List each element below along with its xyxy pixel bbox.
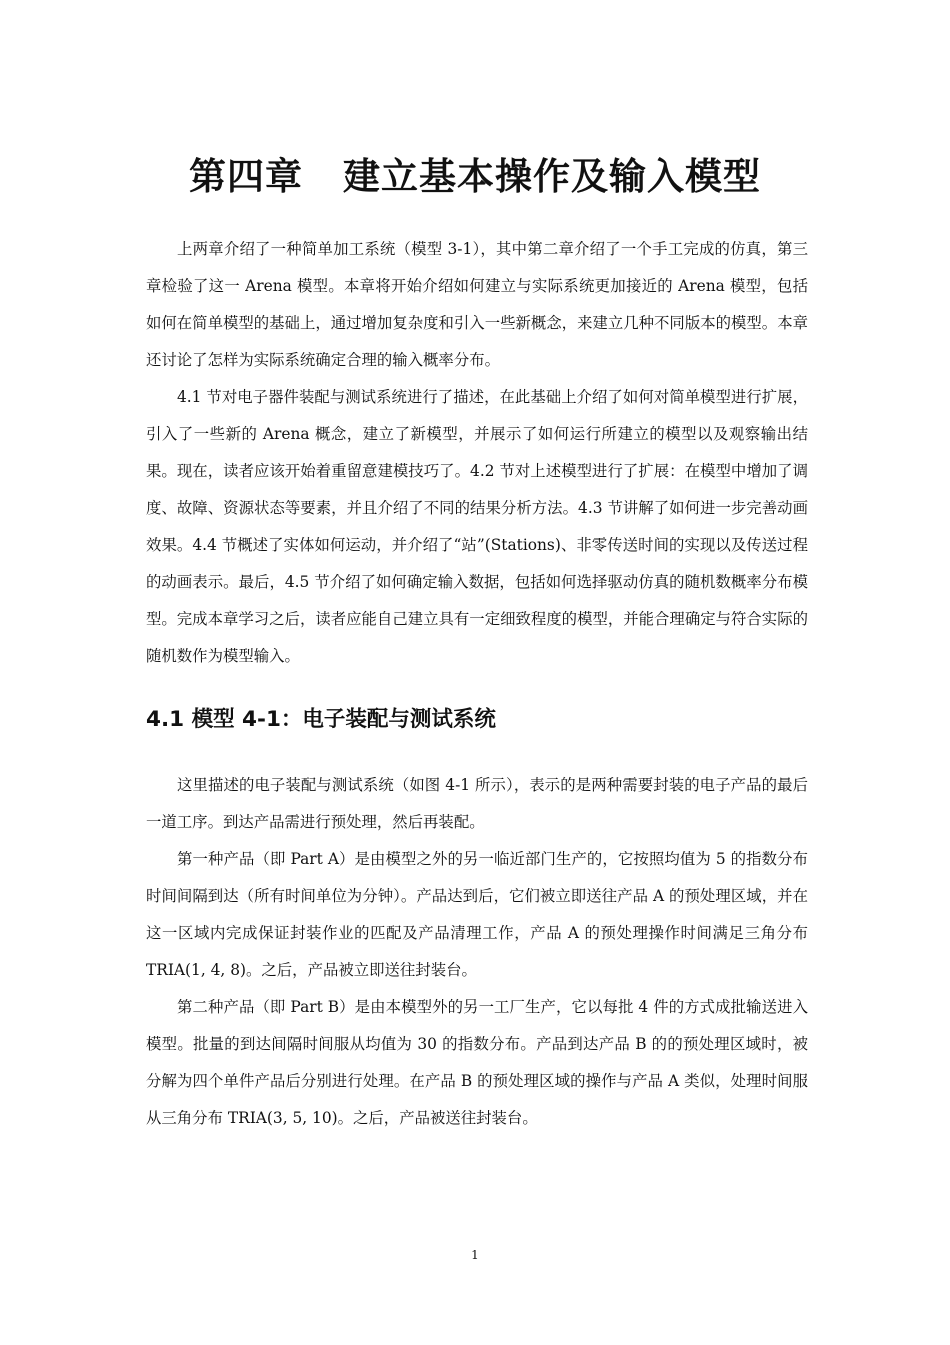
chapter-number-label: 第四章 <box>189 155 303 198</box>
intro-paragraph: 4.1 节对电子器件装配与测试系统进行了描述，在此基础上介绍了如何对简单模型进行扩展，引入了一些新的 Arena 概念，建立了新模型，并展示了如何运行所建立的模型以及观察输出结果。现在，读者应该开始着重留意建模技巧了。4.2 节对上述模型进行了扩展：在模型中增加了调度、故障、资源状态等要素，并且介绍了不同的结果分析方法。4.3 节讲解了如何进一步完善动画效果。4.4 节概述了实体如何运动，并介绍了“站”(Stations)、非零传送时间的实现以及传送过程的动画表示。最后，4.5 节介绍了如何确定输入数据，包括如何选择驱动仿真的随机数概率分布模型。完成本章学习之后，读者应能自己建立具有一定细致程度的模型，并能合理确定与符合实际的随机数作为模型输入。 <box>146 388 808 665</box>
intro-paragraph: 上两章介绍了一种简单加工系统（模型 3-1），其中第二章介绍了一个手工完成的仿真，第三章检验了这一 Arena 模型。本章将开始介绍如何建立与实际系统更加接近的 Arena 模型，包括如何在简单模型的基础上，通过增加复杂度和引入一些新概念，来建立几种不同版本的模型。本章还讨论了怎样为实际系统确定合理的输入概率分布。 <box>146 240 808 369</box>
chapter-title <box>0 146 950 200</box>
intro-section <box>146 231 808 675</box>
section-paragraph: 这里描述的电子装配与测试系统（如图 4-1 所示），表示的是两种需要封装的电子产品的最后一道工序。到达产品需进行预处理，然后再装配。 <box>146 776 808 831</box>
section-paragraph: 第一种产品（即 Part A）是由模型之外的另一临近部门生产的，它按照均值为 5 的指数分布时间间隔到达（所有时间单位为分钟）。产品达到后，它们被立即送往产品 A 的预处理区域，并在这一区域内完成保证封装作业的匹配及产品清理工作，产品 A 的预处理操作时间满足三角分布 TRIA(1, 4, 8)。之后，产品被立即送往封装台。 <box>146 850 808 979</box>
section-heading: 4.1 模型 4-1：电子装配与测试系统 <box>146 707 496 732</box>
chapter-title-text: 建立基本操作及输入模型 <box>343 155 761 198</box>
page-number: 1 <box>471 1248 479 1262</box>
section-body <box>146 767 808 1137</box>
section-paragraph: 第二种产品（即 Part B）是由本模型外的另一工厂生产，它以每批 4 件的方式成批输送进入模型。批量的到达间隔时间服从均值为 30 的指数分布。产品到达产品 B 的的预处理区域时，被分解为四个单件产品后分别进行处理。在产品 B 的预处理区域的操作与产品 A 类似，处理时间服从三角分布 TRIA(3, 5, 10)。之后，产品被送往封装台。 <box>146 998 808 1127</box>
